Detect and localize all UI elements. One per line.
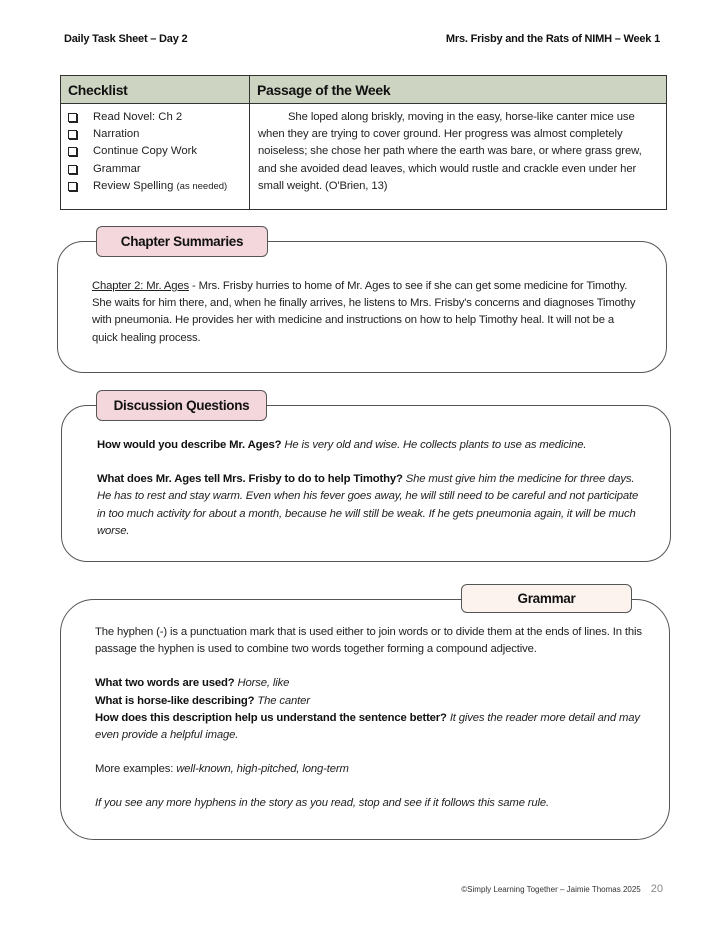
grammar-body (95, 624, 643, 813)
discussion-questions-body (97, 437, 642, 540)
discussion-question: How would you describe Mr. Ages? (97, 439, 282, 451)
grammar-closing: If you see any more hyphens in the story as you read, stop and see if it follows this same rule. (95, 797, 550, 810)
checklist-item-label: Narration (93, 128, 140, 141)
examples-list: well-known, high-pitched, long-term (176, 763, 349, 776)
checkbox-icon[interactable] (68, 130, 77, 139)
checklist-passage-table (60, 75, 667, 210)
chapter-summaries-title: Chapter Summaries (96, 226, 268, 257)
checkbox-icon[interactable] (68, 165, 77, 174)
header-left-title: Daily Task Sheet – Day 2 (64, 33, 188, 45)
copyright-text: ©Simply Learning Together – Jaimie Thomas 2025 (461, 885, 641, 894)
passage-text: She loped along briskly, moving in the easy, horse-like canter mice use when they are trying to cover ground. Her progress was almost completely noiseless; she chose her path where the earth was bare, or where grass grew, and she avoided dead leaves, which would rustle and crackle even under her small weight. (O'Brien, 13) (258, 111, 642, 192)
examples-label: More examples: (95, 763, 177, 776)
grammar-question: How does this description help us understand the sentence better? (95, 711, 447, 724)
checklist-item[interactable] (69, 161, 241, 178)
discussion-item (97, 437, 642, 454)
grammar-examples (95, 761, 643, 778)
chapter-summary-text (92, 278, 642, 347)
grammar-answer: It gives the reader more detail and may even provide a helpful image. (95, 711, 640, 742)
page-footer (461, 883, 663, 895)
discussion-item (97, 471, 642, 540)
page-number: 20 (650, 883, 663, 895)
checkbox-icon[interactable] (68, 147, 77, 156)
discussion-questions-title: Discussion Questions (96, 390, 267, 421)
chapter-summary: - Mrs. Frisby hurries to home of Mr. Ages to see if she can get some medicine for Timothy. She waits for him there, and, when he finally arrives, he listens to Mrs. Frisby's concerns and diagnoses Timothy with pneumonia. He provides her with medicine and instructions on how to help Timothy heal. It will not be a quick healing process. (92, 280, 636, 344)
grammar-answer: The canter (257, 694, 310, 707)
checklist-item-label: Continue Copy Work (93, 145, 198, 158)
checklist-item[interactable] (69, 178, 241, 195)
discussion-answer: He is very old and wise. He collects plants to use as medicine. (284, 439, 587, 451)
header-right-title: Mrs. Frisby and the Rats of NIMH – Week 1 (445, 33, 660, 45)
passage-cell (250, 104, 667, 210)
checklist-heading: Checklist (61, 76, 250, 104)
grammar-question: What is horse-like describing? (95, 694, 255, 707)
checklist-item[interactable] (69, 143, 241, 160)
checkbox-icon[interactable] (68, 113, 77, 122)
checklist-item[interactable] (69, 126, 241, 143)
discussion-answer: She must give him the medicine for three days. He has to rest and stay warm. Even when his fever goes away, he will still need to be careful and not participate in too much activity for about a month, because he will still be weak. If he gets pneumonia again, it will be much worse. (97, 473, 639, 537)
grammar-title: Grammar (461, 584, 632, 613)
checklist (69, 109, 241, 195)
grammar-answer: Horse, like (237, 677, 290, 690)
checklist-item-label: Review Spelling (93, 179, 174, 192)
chapter-label: Chapter 2: Mr. Ages (92, 280, 189, 292)
checklist-item-label: Grammar (93, 162, 141, 175)
passage-heading: Passage of the Week (250, 76, 667, 104)
grammar-intro: The hyphen (-) is a punctuation mark that is used either to join words or to divide them at the ends of lines. In this passage the hyphen is used to combine two words together forming a compound adjective. (95, 626, 642, 656)
checklist-item-label: Read Novel: Ch 2 (93, 111, 183, 123)
checkbox-icon[interactable] (68, 182, 77, 191)
discussion-question: What does Mr. Ages tell Mrs. Frisby to do to help Timothy? (97, 473, 403, 486)
grammar-question: What two words are used? (95, 677, 235, 690)
checklist-item[interactable] (69, 109, 241, 126)
grammar-questions (95, 675, 643, 744)
checklist-cell (61, 104, 250, 210)
checklist-item-note: (as needed) (176, 180, 228, 192)
